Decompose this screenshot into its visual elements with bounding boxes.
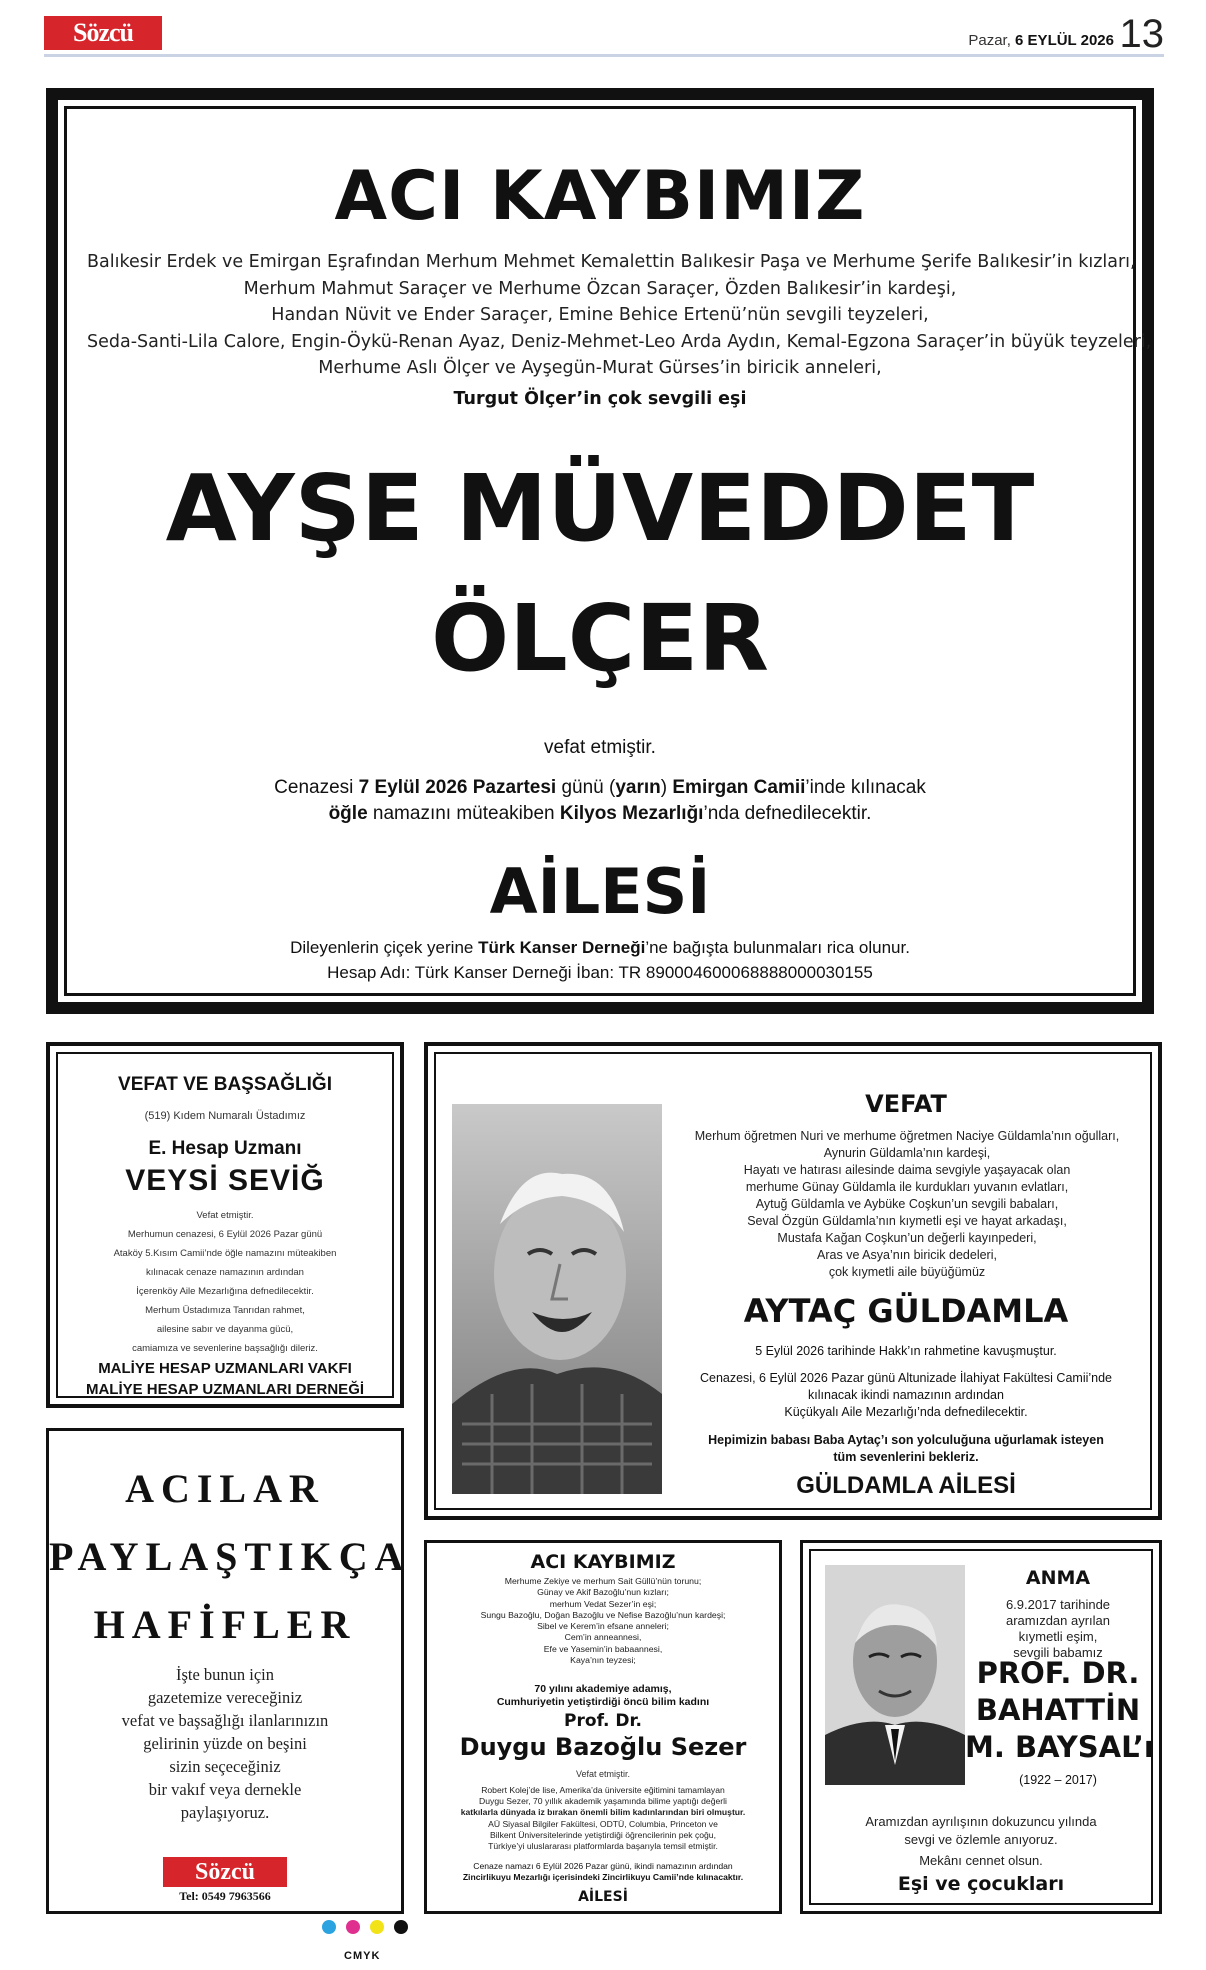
promo-line: sizin seçeceğiniz bbox=[169, 1757, 281, 1776]
header-divider bbox=[44, 54, 1164, 57]
intro-line: sevgili babamız bbox=[1013, 1645, 1103, 1660]
farewell-line: tüm sevenlerini bekleriz. bbox=[833, 1450, 979, 1464]
condolence-title: VEFAT VE BAŞSAĞLIĞI bbox=[118, 1074, 332, 1095]
relation-line: Hayatı ve hatırası ailesinde daima sevgiyle yaşayacak olan bbox=[743, 1163, 1071, 1177]
condolence-ad bbox=[46, 1042, 404, 1408]
spouse-line: Turgut Ölçer’in çok sevgili eşi bbox=[453, 389, 747, 409]
relation-line: merhume Günay Güldamla ile kurdukları yuvanın evlatları, bbox=[745, 1180, 1069, 1194]
rest-in-peace: Mekânı cennet olsun. bbox=[919, 1853, 1043, 1868]
passed-text: vefat etmiştir. bbox=[544, 737, 656, 758]
vefat-title: VEFAT bbox=[865, 1090, 947, 1118]
funeral-info bbox=[67, 775, 1133, 827]
issue-date bbox=[968, 32, 1114, 49]
main-ad-relations bbox=[87, 249, 1152, 382]
org-line: MALİYE HESAP UZMANLARI DERNEĞİ bbox=[85, 1381, 365, 1398]
name-line: M. BAYSAL’ı bbox=[965, 1730, 1154, 1764]
sozcu-logo[interactable]: Sözcü bbox=[44, 16, 162, 50]
relation-line: Aynurin Güldamla’nın kardeşi, bbox=[823, 1146, 991, 1160]
magenta-registration-dot bbox=[346, 1920, 360, 1934]
issue-day: Pazar, bbox=[968, 32, 1011, 49]
relation-line: çok kıymetli aile büyüğümüz bbox=[828, 1265, 986, 1279]
position-title: E. Hesap Uzmanı bbox=[148, 1138, 302, 1159]
body-line: Merhumun cenazesi, 6 Eylül 2026 Pazar günü bbox=[127, 1229, 323, 1240]
intro-line: 6.9.2017 tarihinde bbox=[1005, 1597, 1111, 1612]
name-line: BAHATTİN bbox=[975, 1693, 1141, 1727]
relation-line: Merhum öğretmen Nuri ve merhume öğretmen Naciye Güldamla’nın oğulları, bbox=[694, 1129, 1120, 1143]
life-years: (1922 – 2017) bbox=[1019, 1773, 1097, 1787]
relation-line: Seda-Santi-Lila Calore, Engin-Öykü-Renan Ayaz, Deniz-Mehmet-Leo Arda Aydın, Kemal-Egzona Saraçer’in büyük teyzeleri, bbox=[87, 331, 1152, 352]
relation-line: Sungu Bazoğlu, Doğan Bazoğlu ve Nefise Bazoğlu’nun kardeşi; bbox=[480, 1609, 726, 1620]
main-obituary-ad bbox=[46, 88, 1154, 1014]
academic-obituary-ad bbox=[424, 1540, 782, 1914]
bio-line: Türkiye’yi uluslararası platformlarda başarıyla temsil etmiştir. bbox=[488, 1841, 718, 1852]
promo-body bbox=[49, 1663, 401, 1824]
farewell-invitation bbox=[672, 1432, 1140, 1466]
deceased-name bbox=[965, 1655, 1154, 1766]
cyan-registration-dot bbox=[322, 1920, 336, 1934]
relation-line: Seval Özgün Güldamla’nın kıymetli eşi ve hayat arkadaşı, bbox=[747, 1214, 1067, 1228]
bio-line: Bilkent Üniversitelerinde yetiştirdiği öğrencilerinin pek çoğu, bbox=[490, 1829, 716, 1840]
bio-line: Robert Kolej’de lise, Amerika’da üniversite eğitimini tamamlayan bbox=[481, 1785, 725, 1795]
funeral-line: Cenaze namazı 6 Eylül 2026 Pazar günü, ikindi namazının ardından bbox=[473, 1861, 733, 1871]
funeral-prayer: öğle bbox=[328, 803, 368, 824]
body-line: İçerenköy Aile Mezarlığına defnedilecektir. bbox=[136, 1286, 314, 1297]
message-line: sevgi ve özlemle anıyoruz. bbox=[904, 1832, 1058, 1847]
funeral-info bbox=[433, 1861, 773, 1883]
relation-line: Günay ve Akif Bazoğlu’nun kızları; bbox=[537, 1587, 669, 1598]
deceased-name: Duygu Bazoğlu Sezer bbox=[459, 1733, 747, 1761]
page-number: 13 bbox=[1119, 12, 1164, 56]
memorial-ad-inner bbox=[809, 1549, 1153, 1905]
relation-line: Handan Nüvit ve Ender Saraçer, Emine Behice Ertenü’nün sevgili teyzeleri, bbox=[271, 305, 929, 325]
sozcu-logo-small: Sözcü bbox=[163, 1857, 287, 1887]
family-signature: AİLESİ bbox=[489, 855, 711, 928]
family-signature: Eşi ve çocukları bbox=[897, 1873, 1065, 1895]
newspaper-promo-ad bbox=[46, 1428, 411, 1914]
donation-request bbox=[67, 935, 1133, 985]
funeral-text: ) bbox=[660, 777, 673, 798]
body-line: Merhum Üstadımıza Tanrıdan rahmet, bbox=[145, 1305, 305, 1316]
academic-relations bbox=[433, 1576, 773, 1666]
family-signature: GÜLDAMLA AİLESİ bbox=[796, 1472, 1016, 1499]
headline-line: ACILAR bbox=[125, 1466, 325, 1511]
accolade-line: Cumhuriyetin yetiştirdiği öncü bilim kadını bbox=[496, 1696, 710, 1708]
relation-line: Merhume Zekiye ve merhum Sait Güllü’nün torunu; bbox=[504, 1576, 702, 1586]
charity-name: Türk Kanser Derneği bbox=[478, 938, 646, 957]
death-date-line: 5 Eylül 2026 tarihinde Hakk’ın rahmetine kavuşmuştur. bbox=[755, 1344, 1057, 1358]
cmyk-label: CMYK bbox=[344, 1950, 381, 1962]
message-line: Aramızdan ayrılışının dokuzuncu yılında bbox=[865, 1814, 1097, 1829]
promo-headline bbox=[49, 1455, 411, 1659]
seniority-line: (519) Kıdem Numaralı Üstadımız bbox=[144, 1110, 306, 1122]
relation-line: Efe ve Yasemin’in babaannesi, bbox=[543, 1643, 663, 1654]
funeral-text: ’nda defnedilecektir. bbox=[703, 803, 872, 824]
name-line: PROF. DR. bbox=[976, 1656, 1140, 1690]
memorial-intro bbox=[969, 1597, 1147, 1661]
promo-line: İşte bunun için bbox=[175, 1665, 275, 1684]
memorial-ad bbox=[800, 1540, 1162, 1914]
academic-ad-title: ACI KAYBIMIZ bbox=[530, 1551, 676, 1573]
vefat-relations bbox=[672, 1128, 1142, 1281]
headline-line: PAYLAŞTIKÇA bbox=[49, 1534, 411, 1579]
bio-line: AÜ Siyasal Bilgiler Fakültesi, ODTÜ, Columbia, Princeton ve bbox=[488, 1818, 718, 1829]
memorial-title: ANMA bbox=[1025, 1567, 1091, 1589]
deceased-name-line2: ÖLÇER bbox=[430, 585, 770, 692]
memorial-message bbox=[821, 1813, 1141, 1849]
bio-line: Duygu Sezer, 70 yıllık akademik yaşamında bilime yaptığı değerli bbox=[479, 1796, 727, 1807]
funeral-text: Cenazesi bbox=[274, 777, 359, 798]
promo-line: bir vakıf veya dernekle bbox=[148, 1780, 302, 1799]
promo-line: gazetemize vereceğiniz bbox=[147, 1688, 303, 1707]
bio-line: katkılarla dünyada iz bırakan önemli bilim kadınlarından biri olmuştur. bbox=[460, 1807, 746, 1818]
donation-text: Dileyenlerin çiçek yerine bbox=[290, 938, 479, 957]
body-line: Vefat etmiştir. bbox=[196, 1210, 254, 1221]
promo-line: vefat ve başsağlığı ilanlarınızın bbox=[121, 1711, 329, 1730]
funeral-day-note: yarın bbox=[615, 777, 661, 798]
family-signature: AİLESİ bbox=[578, 1889, 628, 1905]
academic-title: Prof. Dr. bbox=[564, 1711, 642, 1731]
organization-signature bbox=[58, 1358, 392, 1400]
deceased-name: AYTAÇ GÜLDAMLA bbox=[743, 1292, 1069, 1330]
funeral-text: ’inde kılınacak bbox=[805, 777, 926, 798]
vefat-ad-inner bbox=[434, 1052, 1152, 1510]
funeral-text: namazını müteakiben bbox=[367, 803, 560, 824]
yellow-registration-dot bbox=[370, 1920, 384, 1934]
org-line: MALİYE HESAP UZMANLARI VAKFI bbox=[98, 1360, 352, 1377]
funeral-info bbox=[672, 1370, 1140, 1421]
relation-line: Aytuğ Güldamla ve Aybüke Coşkun’un sevgili babaları, bbox=[755, 1197, 1059, 1211]
relation-line: Aras ve Asya’nın biricik dedeleri, bbox=[817, 1248, 997, 1262]
body-line: kılınacak cenaze namazının ardından bbox=[146, 1267, 304, 1278]
relation-line: Kaya’nın teyzesi; bbox=[570, 1655, 636, 1666]
relation-line: Mustafa Kağan Coşkun’un değerli kayınpederi, bbox=[777, 1231, 1037, 1245]
body-line: camiamıza ve sevenlerine başsağlığı dileriz. bbox=[132, 1343, 318, 1354]
body-line: Ataköy 5.Kısım Camii’nde öğle namazını müteakiben bbox=[113, 1248, 337, 1259]
portrait-photo bbox=[825, 1565, 965, 1785]
condolence-body bbox=[66, 1206, 384, 1358]
deceased-name-line1: AYŞE MÜVEDDET bbox=[165, 455, 1035, 562]
funeral-line: Zincirlikuyu Mezarlığı içerisindeki Zincirlikuyu Camii’nde kılınacaktır. bbox=[462, 1872, 744, 1882]
bank-info: Hesap Adı: Türk Kanser Derneği İban: TR 890004600068888000030155 bbox=[327, 963, 873, 982]
relation-line: Cem’in anneannesi, bbox=[564, 1632, 642, 1643]
promo-line: gelirinin yüzde on beşini bbox=[143, 1734, 307, 1753]
promo-line: paylaşıyoruz. bbox=[180, 1803, 270, 1822]
relation-line: Merhume Aslı Ölçer ve Ayşegün-Murat Gürses’in biricik anneleri, bbox=[318, 358, 882, 378]
biography bbox=[433, 1785, 773, 1852]
funeral-text: günü ( bbox=[556, 777, 616, 798]
funeral-line: kılınacak ikindi namazının ardından bbox=[808, 1388, 1004, 1402]
funeral-cemetery: Kilyos Mezarlığı bbox=[559, 803, 704, 824]
donation-text: ’ne bağışta bulunmaları rica olunur. bbox=[645, 938, 910, 957]
funeral-mosque: Emirgan Camii bbox=[672, 777, 806, 798]
black-registration-dot bbox=[394, 1920, 408, 1934]
relation-line: Sibel ve Kerem’in efsane anneleri; bbox=[537, 1621, 669, 1632]
deceased-name: VEYSİ SEVİĞ bbox=[125, 1164, 325, 1197]
farewell-line: Hepimizin babası Baba Aytaç’ı son yolculuğuna uğurlamak isteyen bbox=[708, 1433, 1104, 1447]
funeral-line: Cenazesi, 6 Eylül 2026 Pazar günü Altunizade İlahiyat Fakültesi Camii’nde bbox=[699, 1371, 1113, 1385]
intro-line: aramızdan ayrılan bbox=[1005, 1613, 1111, 1628]
funeral-line: Küçükyalı Aile Mezarlığı’nda defnedilecektir. bbox=[784, 1405, 1028, 1419]
main-ad-title: ACI KAYBIMIZ bbox=[334, 157, 866, 236]
portrait-photo bbox=[452, 1104, 662, 1494]
contact-phone: Tel: 0549 7963566 bbox=[179, 1889, 271, 1903]
funeral-date: 7 Eylül 2026 Pazartesi bbox=[358, 777, 557, 798]
accolade-line: 70 yılını akademiye adamış, bbox=[534, 1683, 672, 1695]
main-obituary-inner-border bbox=[64, 106, 1152, 996]
intro-line: kıymetli eşim, bbox=[1018, 1629, 1098, 1644]
relation-line: Balıkesir Erdek ve Emirgan Eşrafından Merhum Mehmet Kemalettin Balıkesir Paşa ve Merhume Şerife Balıkesir’in kızları, bbox=[87, 252, 1136, 272]
relation-line: Merhum Mahmut Saraçer ve Merhume Özcan Saraçer, Özden Balıkesir’in kardeşi, bbox=[243, 278, 957, 299]
body-line: ailesine sabır ve dayanma gücü, bbox=[156, 1324, 294, 1335]
accolade bbox=[427, 1683, 779, 1709]
vefat-ad bbox=[424, 1042, 1162, 1520]
condolence-ad-inner bbox=[56, 1052, 394, 1398]
headline-line: HAFİFLER bbox=[93, 1602, 357, 1647]
relation-line: merhum Vedat Sezer’in eşi; bbox=[549, 1598, 657, 1609]
issue-date-value: 6 EYLÜL 2026 bbox=[1015, 32, 1114, 49]
passed-text: Vefat etmiştir. bbox=[575, 1769, 631, 1779]
